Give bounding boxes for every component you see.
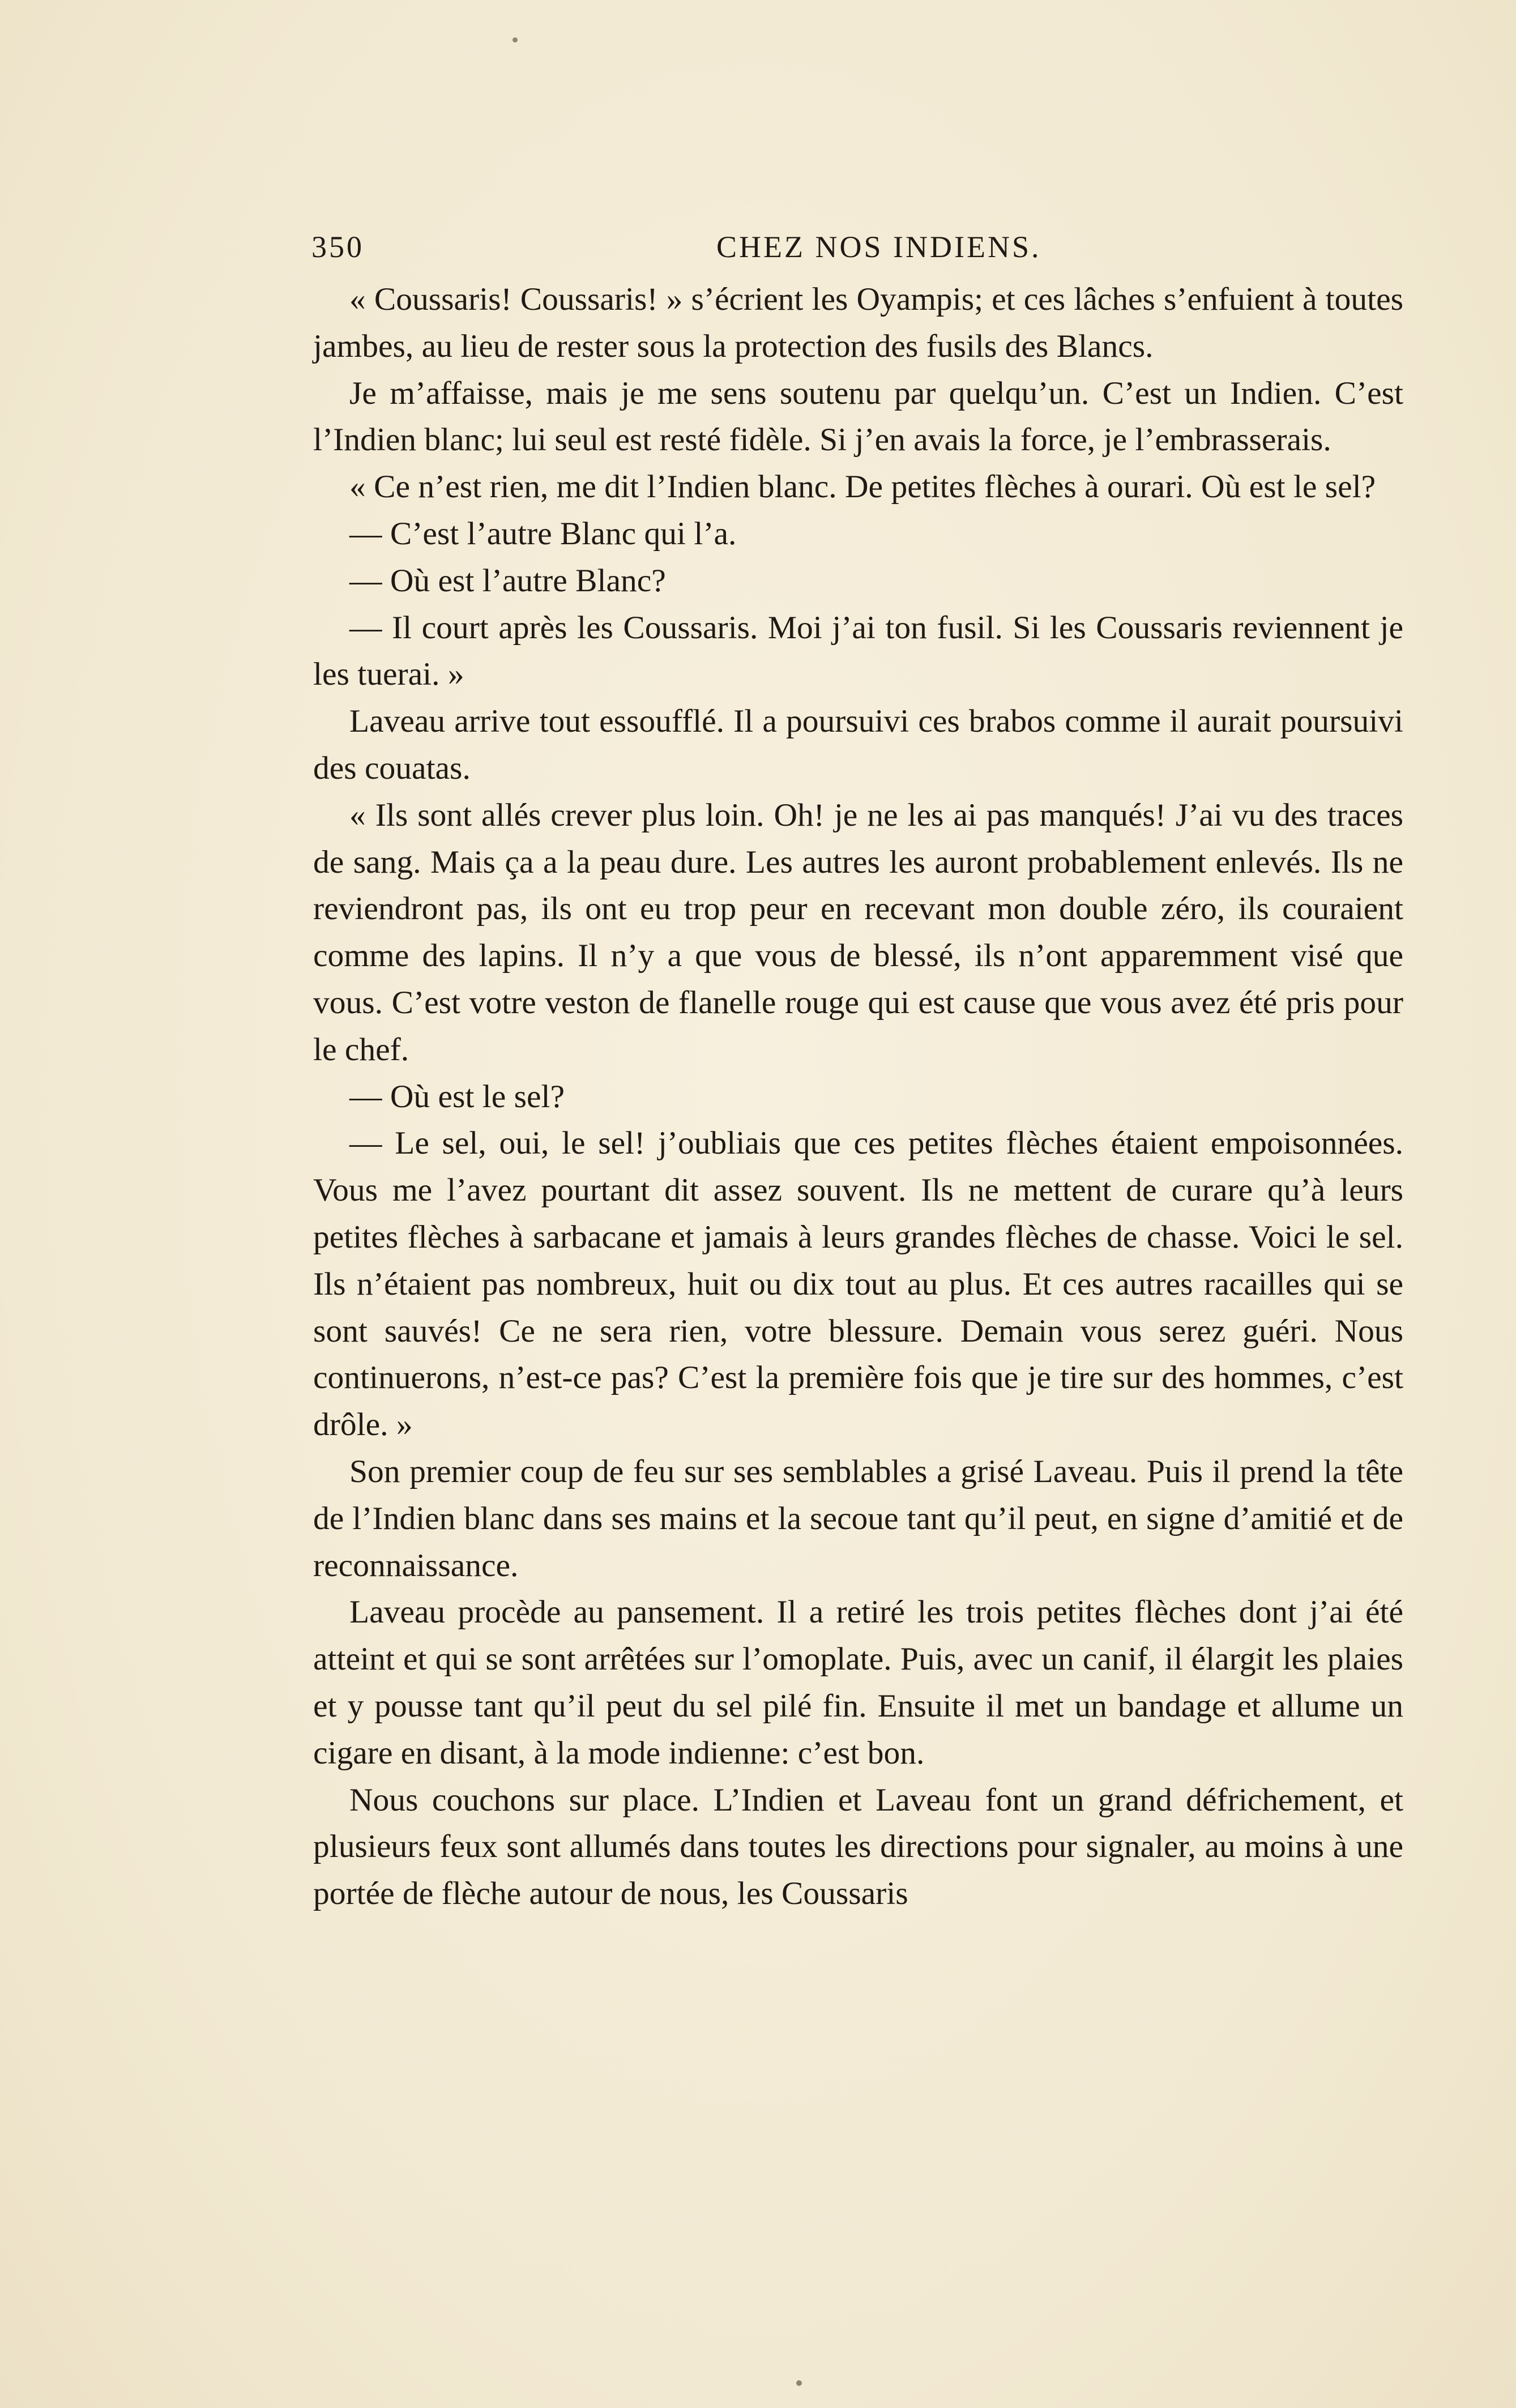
print-speck <box>513 37 518 42</box>
paragraph-3: « Ce n’est rien, me dit l’Indien blanc. De petites flèches à ourari. Où est le sel? <box>349 469 1376 505</box>
paragraph-12: Laveau procède au pansement. Il a retiré les trois petites flèches dont j’ai été atteint et qui se sont arrêtées sur l’omoplate. Puis, avec un canif, il élargit les plaies et y pousse tant qu’il peut du sel pilé fin. Ensuite il met un bandage et allume un cigare en disant, à la mode indienne: c’est bon. <box>313 1594 1403 1771</box>
print-speck <box>796 2380 802 2386</box>
paragraph-2: Je m’affaisse, mais je me sens soutenu par quelqu’un. C’est un Indien. C’est l’Indien blanc; lui seul est resté fidèle. Si j’en avais la force, je l’embrasserais. <box>313 375 1403 458</box>
page-header <box>311 229 1404 275</box>
paragraph-8: « Ils sont allés crever plus loin. Oh! je ne les ai pas manqués! J’ai vu des traces de sang. Mais ça a la peau dure. Les autres les auront probablement enlevés. Ils ne reviendront pas, ils ont eu trop peur en recevant mon double zéro, ils couraient comme des lapins. Il n’y a que vous de blessé, ils n’ont apparemment visé que vous. C’est votre veston de flanelle rouge qui est cause que vous avez été pris pour le chef. <box>313 797 1403 1068</box>
paragraph-7: Laveau arrive tout essoufflé. Il a poursuivi ces brabos comme il aurait poursuivi des couatas. <box>313 703 1403 786</box>
body-text <box>313 276 1403 1918</box>
running-title: CHEZ NOS INDIENS. <box>716 230 1041 264</box>
page-number: 350 <box>311 230 364 264</box>
paragraph-1: « Coussaris! Coussaris! » s’écrient les Oyampis; et ces lâches s’enfuient à toutes jambes, au lieu de rester sous la protection des fusils des Blancs. <box>313 281 1403 364</box>
paragraph-10: — Le sel, oui, le sel! j’oubliais que ces petites flèches étaient empoisonnées. Vous me l’avez pourtant dit assez souvent. Ils ne mettent de curare qu’à leurs petites flèches à sarbacane et jamais à leurs grandes flèches de chasse. Voici le sel. Ils n’étaient pas nombreux, huit ou dix tout au plus. Et ces autres racailles qui se sont sauvés! Ce ne sera rien, votre blessure. Demain vous serez guéri. Nous continuerons, n’est-ce pas? C’est la première fois que je tire sur des hommes, c’est drôle. » <box>313 1125 1403 1443</box>
paragraph-13: Nous couchons sur place. L’Indien et Laveau font un grand défrichement, et plusieurs feux sont allumés dans toutes les directions pour signaler, au moins à une portée de flèche autour de nous, les Coussaris <box>313 1782 1403 1912</box>
paragraph-5: — Où est l’autre Blanc? <box>349 562 666 599</box>
paragraph-6: — Il court après les Coussaris. Moi j’ai ton fusil. Si les Coussaris reviennent je les tuerai. » <box>313 609 1403 693</box>
paragraph-9: — Où est le sel? <box>349 1078 565 1115</box>
paragraph-4: — C’est l’autre Blanc qui l’a. <box>349 515 737 552</box>
paragraph-11: Son premier coup de feu sur ses semblables a grisé Laveau. Puis il prend la tête de l’Indien blanc dans ses mains et la secoue tant qu’il peut, en signe d’amitié et de reconnaissance. <box>313 1453 1403 1583</box>
